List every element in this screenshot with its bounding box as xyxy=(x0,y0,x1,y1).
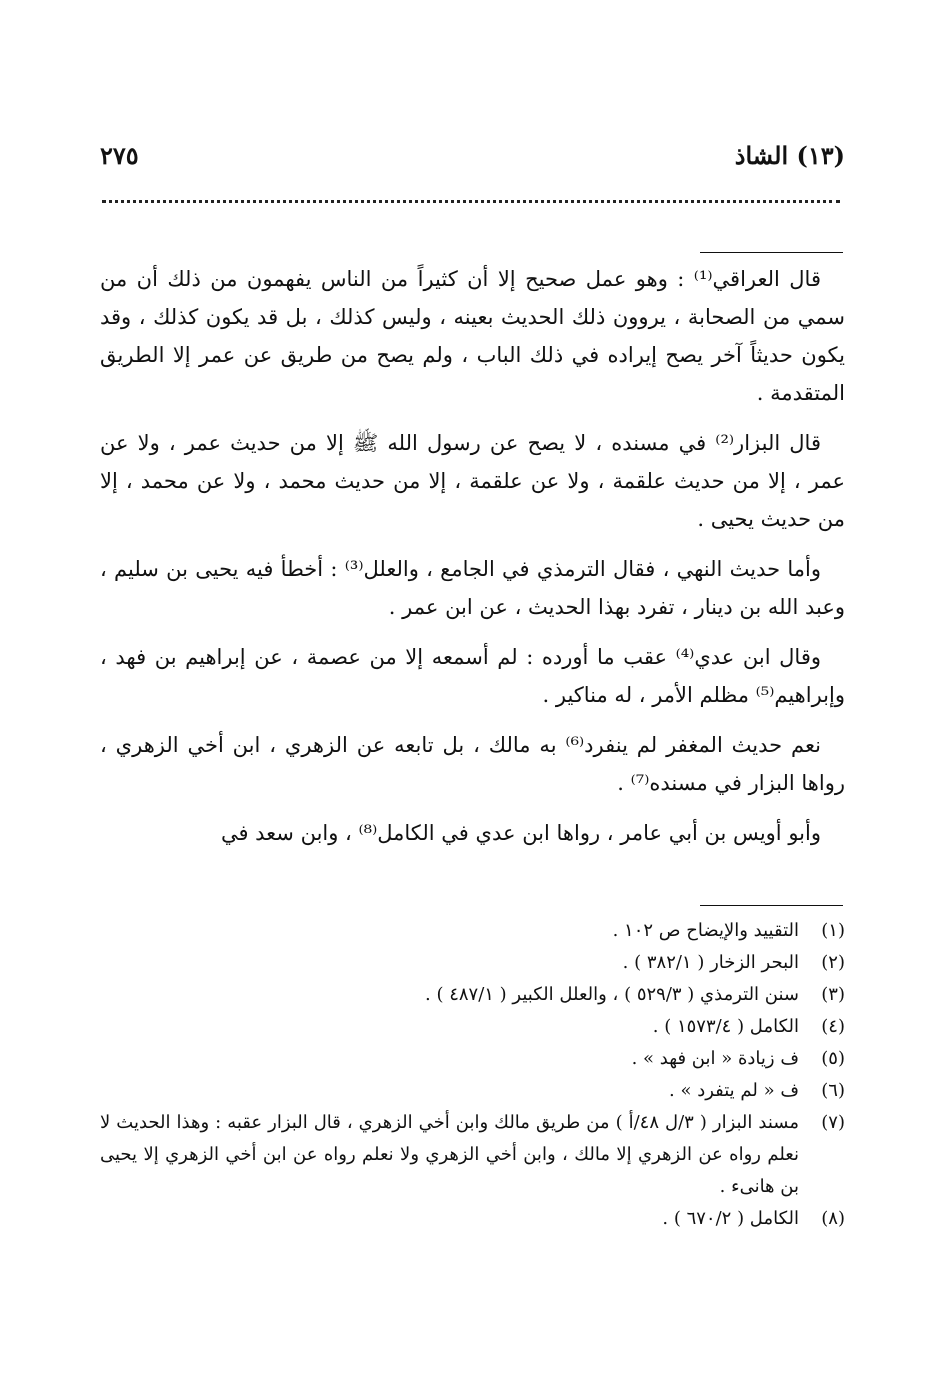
footnote-number: (٥) xyxy=(821,1048,845,1069)
footnote xyxy=(100,1011,845,1043)
paragraph: وأبو أويس بن أبي عامر ، رواها ابن عدي في الكامل⁽⁸⁾ ، وابن سعد في xyxy=(220,821,821,845)
chapter-title: (١٣) الشاذ xyxy=(734,141,845,170)
footnote xyxy=(100,1203,845,1235)
footnote-number: (١) xyxy=(821,920,845,941)
footnote xyxy=(100,915,845,947)
footnotes xyxy=(100,915,845,1235)
footnote-number: (٧) xyxy=(821,1112,845,1133)
text-start-rule xyxy=(700,252,843,253)
paragraph: وقال ابن عدي⁽⁴⁾ عقب ما أورده : لم أسمعه إلا من عصمة ، عن إبراهيم بن فهد ، وإبراهيم⁽⁵⁾ مظلم الأمر ، له مناكير . xyxy=(100,645,845,707)
paragraph: نعم حديث المغفر لم ينفرد⁽⁶⁾ به مالك ، بل تابعه عن الزهري ، ابن أخي الزهري ، رواها البزار في مسنده⁽⁷⁾ . xyxy=(100,733,845,795)
dotted-separator xyxy=(102,200,840,203)
page-number: ٢٧٥ xyxy=(100,141,139,170)
footnote-number: (٨) xyxy=(821,1208,845,1229)
footnote-number: (٤) xyxy=(821,1016,845,1037)
footnote xyxy=(100,1043,845,1075)
footnote-text: مسند البزار ( ٣/ل ٤٨/أ ) من طريق مالك وابن أخي الزهري ، قال البزار عقبه : وهذا الحديث لا نعلم رواه عن الزهري إلا مالك ، وابن أخي الزهري ولا نعلم رواه عن ابن أخي الزهري إلا يحيى بن هانىء . xyxy=(100,1112,799,1197)
main-text xyxy=(100,260,845,864)
footnote-number: (٦) xyxy=(821,1080,845,1101)
paragraph: قال البزار⁽²⁾ في مسنده ، لا يصح عن رسول الله ﷺ إلا من حديث عمر ، ولا عن عمر ، إلا من حديث علقمة ، ولا عن علقمة ، إلا من حديث محمد ، ولا عن محمد ، إلا من حديث يحيى . xyxy=(100,431,845,531)
paragraph: وأما حديث النهي ، فقال الترمذي في الجامع ، والعلل⁽³⁾ : أخطأ فيه يحيى بن سليم ، وعبد الله بن دينار ، تفرد بهذا الحديث ، عن ابن عمر . xyxy=(100,557,845,619)
footnote-text: الكامل ( ١٥٧٣/٤ ) . xyxy=(652,1016,799,1037)
footnote-text: التقييد والإيضاح ص ١٠٢ . xyxy=(612,920,799,941)
paragraph: قال العراقي⁽¹⁾ : وهو عمل صحيح إلا أن كثيراً من الناس يفهمون من ذلك أن من سمي من الصحابة ، يروون ذلك الحديث بعينه ، وليس كذلك ، بل قد يكون كذلك ، وقد يكون حديثاً آخر يصح إيراده في ذلك الباب ، ولم يصح من طريق عن عمر إلا الطريق المتقدمة . xyxy=(100,267,845,405)
footnote xyxy=(100,1107,845,1203)
footnote-text: سنن الترمذي ( ٥٢٩/٣ ) ، والعلل الكبير ( ٤٨٧/١ ) . xyxy=(425,984,799,1005)
footnote-separator xyxy=(700,905,843,906)
footnote xyxy=(100,1075,845,1107)
footnote-text: الكامل ( ٦٧٠/٢ ) . xyxy=(662,1208,799,1229)
footnote xyxy=(100,947,845,979)
footnote-text: ف زيادة « ابن فهد » . xyxy=(631,1048,799,1069)
footnote-text: البحر الزخار ( ٣٨٢/١ ) . xyxy=(622,952,799,973)
footnote-number: (٢) xyxy=(821,952,845,973)
running-header xyxy=(100,130,845,170)
footnote xyxy=(100,979,845,1011)
footnote-text: ف « لم يتفرد » . xyxy=(669,1080,799,1101)
footnote-number: (٣) xyxy=(821,984,845,1005)
